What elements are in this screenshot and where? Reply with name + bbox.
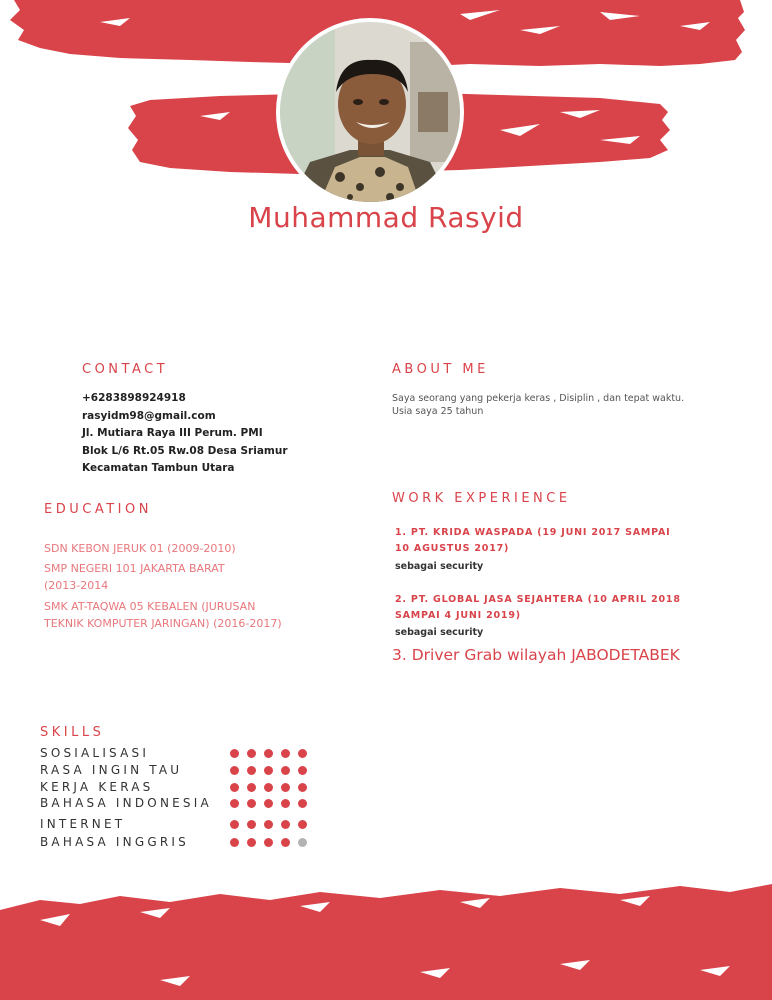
skill-dot-filled: [298, 820, 307, 829]
work-heading: WORK EXPERIENCE: [392, 491, 571, 506]
about-line: Usia saya 25 tahun: [392, 406, 484, 417]
skill-dot-filled: [230, 838, 239, 847]
skill-name: BAHASA INGGRIS: [40, 835, 189, 849]
job-title: 2. PT. GLOBAL JASA SEJAHTERA (10 APRIL 2018 SAMPAI 4 JUNI 2019): [395, 594, 681, 621]
skill-row: [40, 746, 310, 763]
contact-address-line: Kecamatan Tambun Utara: [82, 462, 235, 474]
skill-dot-filled: [247, 783, 256, 792]
skill-row: [40, 796, 310, 813]
skill-dot-empty: [298, 838, 307, 847]
education-item: SMP NEGERI 101 JAKARTA BARAT (2013-2014: [44, 562, 225, 592]
skill-dot-filled: [281, 749, 290, 758]
contact-address-line: Jl. Mutiara Raya III Perum. PMI: [82, 427, 263, 439]
skill-dot-filled: [264, 783, 273, 792]
contact-address-line: Blok L/6 Rt.05 Rw.08 Desa Sriamur: [82, 444, 288, 457]
skill-row: [40, 817, 310, 834]
skill-name: INTERNET: [40, 817, 126, 831]
skill-dot-filled: [264, 838, 273, 847]
education-item: SDN KEBON JERUK 01 (2009-2010): [44, 542, 236, 555]
skill-dot-filled: [247, 749, 256, 758]
contact-email: rasyidm98@gmail.com: [82, 409, 216, 422]
job-title: 1. PT. KRIDA WASPADA (19 JUNI 2017 SAMPAI 10 AGUSTUS 2017): [395, 527, 671, 554]
skill-dot-filled: [264, 799, 273, 808]
skill-name: KERJA KERAS: [40, 780, 154, 794]
skill-dot-filled: [298, 766, 307, 775]
skill-dot-filled: [264, 766, 273, 775]
contact-phone: +6283898924918: [82, 392, 186, 404]
job-role: sebagai security: [395, 561, 484, 572]
skill-dot-filled: [264, 820, 273, 829]
skill-dot-filled: [264, 749, 273, 758]
skill-dot-filled: [247, 820, 256, 829]
skill-dot-filled: [281, 766, 290, 775]
person-name: Muhammad Rasyid: [248, 201, 524, 234]
skill-dot-filled: [247, 799, 256, 808]
skill-dot-filled: [298, 749, 307, 758]
about-heading: ABOUT ME: [392, 362, 489, 377]
skill-name: SOSIALISASI: [40, 746, 150, 760]
job-extra: 3. Driver Grab wilayah JABODETABEK: [392, 646, 680, 664]
profile-photo: [276, 18, 464, 206]
skill-dot-filled: [247, 766, 256, 775]
bottom-brush-decoration: [0, 860, 772, 1000]
skill-dot-filled: [298, 799, 307, 808]
skill-name: BAHASA INDONESIA: [40, 796, 212, 810]
contact-heading: CONTACT: [82, 362, 169, 377]
skill-row: [40, 763, 310, 780]
skill-dot-filled: [230, 783, 239, 792]
skill-dot-filled: [230, 799, 239, 808]
skill-dot-filled: [230, 749, 239, 758]
skill-dot-filled: [281, 838, 290, 847]
skill-dot-filled: [230, 766, 239, 775]
education-heading: EDUCATION: [44, 502, 152, 517]
skill-dot-filled: [298, 783, 307, 792]
education-item: SMK AT-TAQWA 05 KEBALEN (JURUSAN TEKNIK KOMPUTER JARINGAN) (2016-2017): [44, 600, 282, 630]
skills-heading: SKILLS: [40, 725, 105, 740]
about-line: Saya seorang yang pekerja keras , Disiplin , dan tepat waktu.: [392, 393, 685, 404]
job-role: sebagai security: [395, 627, 484, 638]
skill-row: [40, 835, 310, 852]
skill-dot-filled: [281, 783, 290, 792]
skill-row: [40, 780, 310, 797]
about-text: [392, 392, 722, 418]
skill-dot-filled: [247, 838, 256, 847]
skill-name: RASA INGIN TAU: [40, 763, 183, 777]
skill-dot-filled: [281, 799, 290, 808]
contact-block: [82, 390, 288, 478]
skill-dot-filled: [281, 820, 290, 829]
skill-dot-filled: [230, 820, 239, 829]
